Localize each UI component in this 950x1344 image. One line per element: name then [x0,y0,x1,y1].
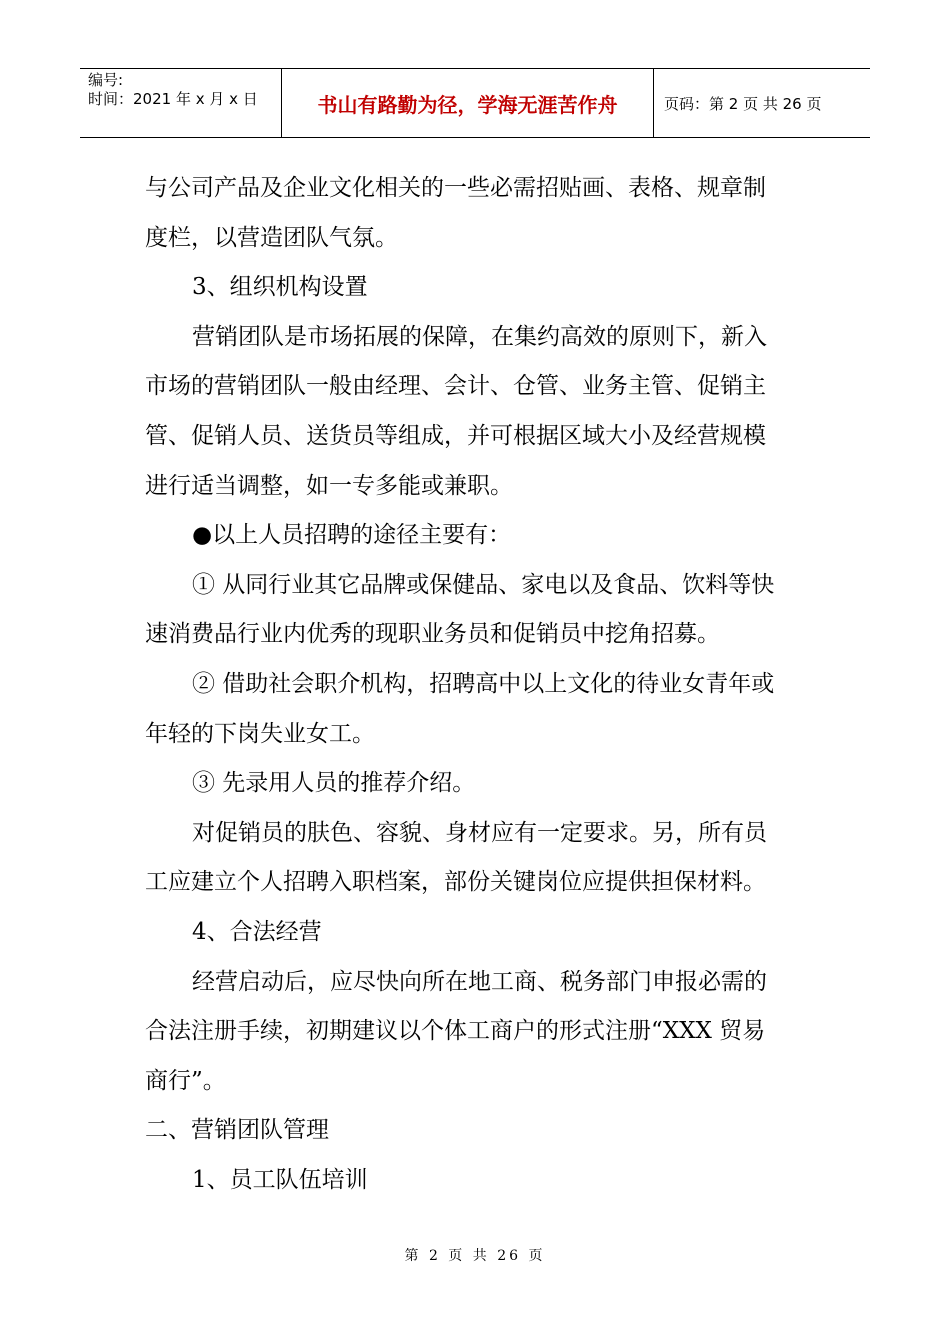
body-line: ③ 先录用人员的推荐介绍。 [192,770,476,797]
body-line: 管、促销人员、送货员等组成，并可根据区域大小及经营规模 [145,422,766,449]
page-footer: 第 2 页 共 26 页 [404,1248,546,1264]
body-line: 营销团队是市场拓展的保障，在集约高效的原则下，新入 [192,323,767,350]
date-label: 时间：2021 年 x 月 x 日 [88,90,258,108]
body-line: 1、员工队伍培训 [192,1166,368,1193]
document-body [145,164,805,1205]
body-line: 年轻的下岗失业女工。 [145,720,375,747]
body-line: 与公司产品及企业文化相关的一些必需招贴画、表格、规章制 [145,175,766,201]
body-line: 4、合法经营 [192,918,322,945]
body-line: 经营启动后，应尽快向所在地工商、税务部门申报必需的 [192,968,767,995]
body-line: 速消费品行业内优秀的现职业务员和促销员中挖角招募。 [145,621,720,648]
document-header [80,68,870,138]
body-line: 进行适当调整，如一专多能或兼职。 [145,472,513,499]
body-line: ② 借助社会职介机构，招聘高中以上文化的待业女青年或 [192,670,775,697]
body-line: 商行”。 [145,1067,226,1094]
number-label: 编号: [88,71,124,89]
body-line: 二、营销团队管理 [145,1117,329,1144]
body-line: 度栏，以营造团队气氛。 [145,224,398,251]
header-page-info: 页码：第 2 页 共 26 页 [664,94,822,113]
body-line: 合法注册手续，初期建议以个体工商户的形式注册“XXX 贸易 [145,1018,766,1045]
body-line: 3、组织机构设置 [192,274,368,301]
body-line: 对促销员的肤色、容貌、身材应有一定要求。另，所有员 [192,819,767,846]
body-line: ① 从同行业其它品牌或保健品、家电以及食品、饮料等快 [192,571,775,598]
body-line: 市场的营销团队一般由经理、会计、仓管、业务主管、促销主 [145,373,766,400]
header-motto: 书山有路勤为径，学海无涯苦作舟 [282,69,654,137]
body-line: ●以上人员招聘的途径主要有： [192,522,512,549]
body-line: 工应建立个人招聘入职档案，部份关键岗位应提供担保材料。 [145,869,766,896]
header-meta [80,69,282,137]
